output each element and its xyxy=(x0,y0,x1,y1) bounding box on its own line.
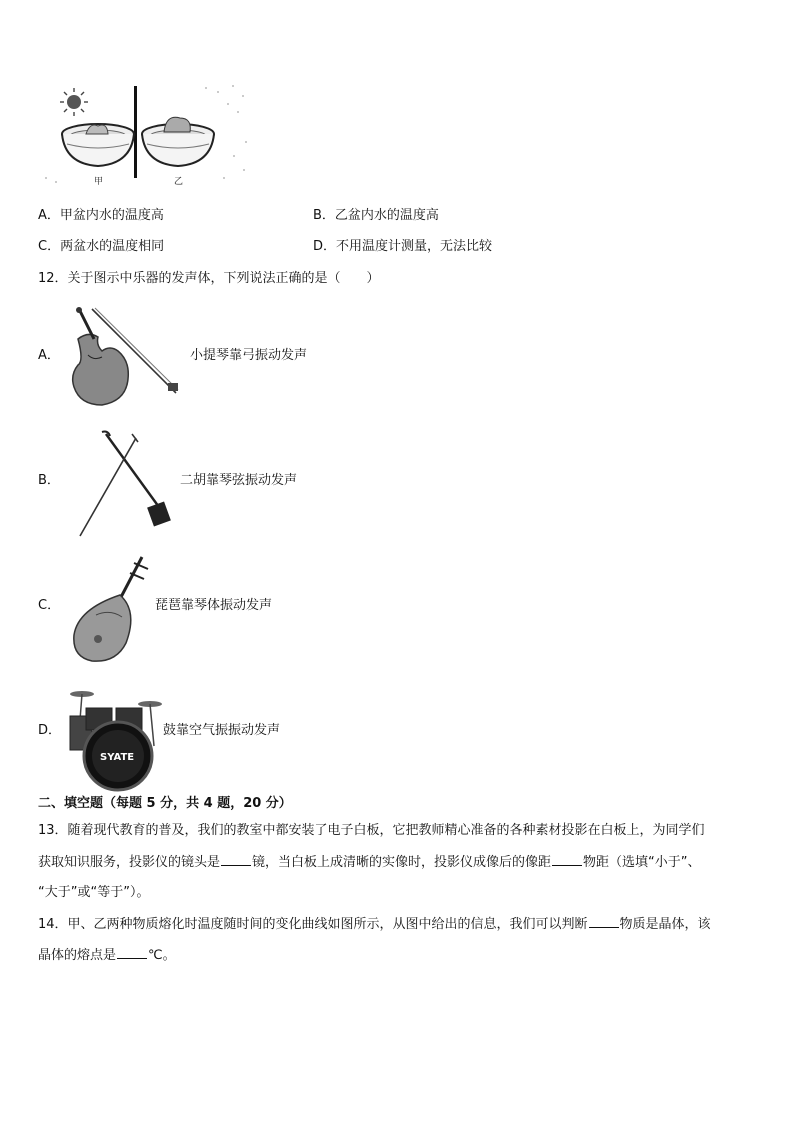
option-text: 乙盆内水的温度高 xyxy=(334,208,439,223)
section-title: 二、填空题（每题 5 分，共 4 题，20 分） xyxy=(38,796,292,811)
option-text: 不用温度计测量，无法比较 xyxy=(336,239,493,254)
q13-line3: “大于”或“等于”）。 xyxy=(38,885,150,900)
answer-blank[interactable] xyxy=(117,946,147,959)
q13-text-a: 获取知识服务，投影仪的镜头是 xyxy=(38,855,221,870)
q14-text-a: 14．甲、乙两种物质熔化时温度随时间的变化曲线如图所示，从图中给出的信息，我们可以判断 xyxy=(38,917,588,932)
q11-option-a xyxy=(38,207,164,225)
q11-option-b xyxy=(313,207,439,225)
q12-option-b-letter: B． xyxy=(38,473,60,488)
q14-text-b: ℃。 xyxy=(148,948,176,963)
option-letter: C． xyxy=(38,239,61,254)
drum-kit-icon xyxy=(66,686,166,798)
option-letter: D． xyxy=(313,239,337,254)
q12-option-d-text: 鼓靠空气振振动发声 xyxy=(163,723,281,738)
pipa-icon xyxy=(66,555,156,669)
q13-line2 xyxy=(38,853,701,872)
option-letter: B． xyxy=(313,208,335,223)
basin-right-label: 乙 xyxy=(174,177,184,187)
basin-left xyxy=(62,124,134,166)
q11-option-c xyxy=(38,238,164,256)
q12-option-c-text: 琵琶靠琴体振动发声 xyxy=(155,598,273,613)
basin-left-label: 甲 xyxy=(94,177,104,187)
q12-option-c-letter: C． xyxy=(38,598,61,613)
q13-line1: 13．随着现代教育的普及，我们的教室中都安装了电子白板，它把教师精心准备的各种素材投影在白板上，为同学们 xyxy=(38,823,705,838)
sun-icon xyxy=(60,88,88,116)
option-letter: A． xyxy=(38,208,60,223)
svg-text:SYATE: SYATE xyxy=(100,752,135,763)
q12-option-d-letter: D． xyxy=(38,723,62,738)
q12-option-a-text: 小提琴靠弓振动发声 xyxy=(190,348,308,363)
q12-option-a-letter: A． xyxy=(38,348,60,363)
q14-line2 xyxy=(38,946,176,965)
answer-blank[interactable] xyxy=(221,853,251,866)
q14-line1 xyxy=(38,915,711,934)
q13-text-c: 物距（选填“小于”、 xyxy=(583,855,701,870)
q11-option-d xyxy=(313,238,492,256)
basin-right xyxy=(142,117,214,166)
sun-basins-figure xyxy=(38,82,253,192)
erhu-icon xyxy=(66,430,176,544)
q12-stem: 12．关于图示中乐器的发声体，下列说法正确的是（ ） xyxy=(38,271,380,286)
violin-icon xyxy=(66,305,186,417)
q14-text-a: 晶体的熔点是 xyxy=(38,948,117,963)
answer-blank[interactable] xyxy=(589,915,619,928)
answer-blank[interactable] xyxy=(552,853,582,866)
option-text: 甲盆内水的温度高 xyxy=(59,208,164,223)
q14-text-b: 物质是晶体，该 xyxy=(619,917,711,932)
option-text: 两盆水的温度相同 xyxy=(60,239,165,254)
q12-option-b-text: 二胡靠琴弦振动发声 xyxy=(180,473,298,488)
q13-text-b: 镜，当白板上成清晰的实像时，投影仪成像后的像距 xyxy=(252,855,552,870)
